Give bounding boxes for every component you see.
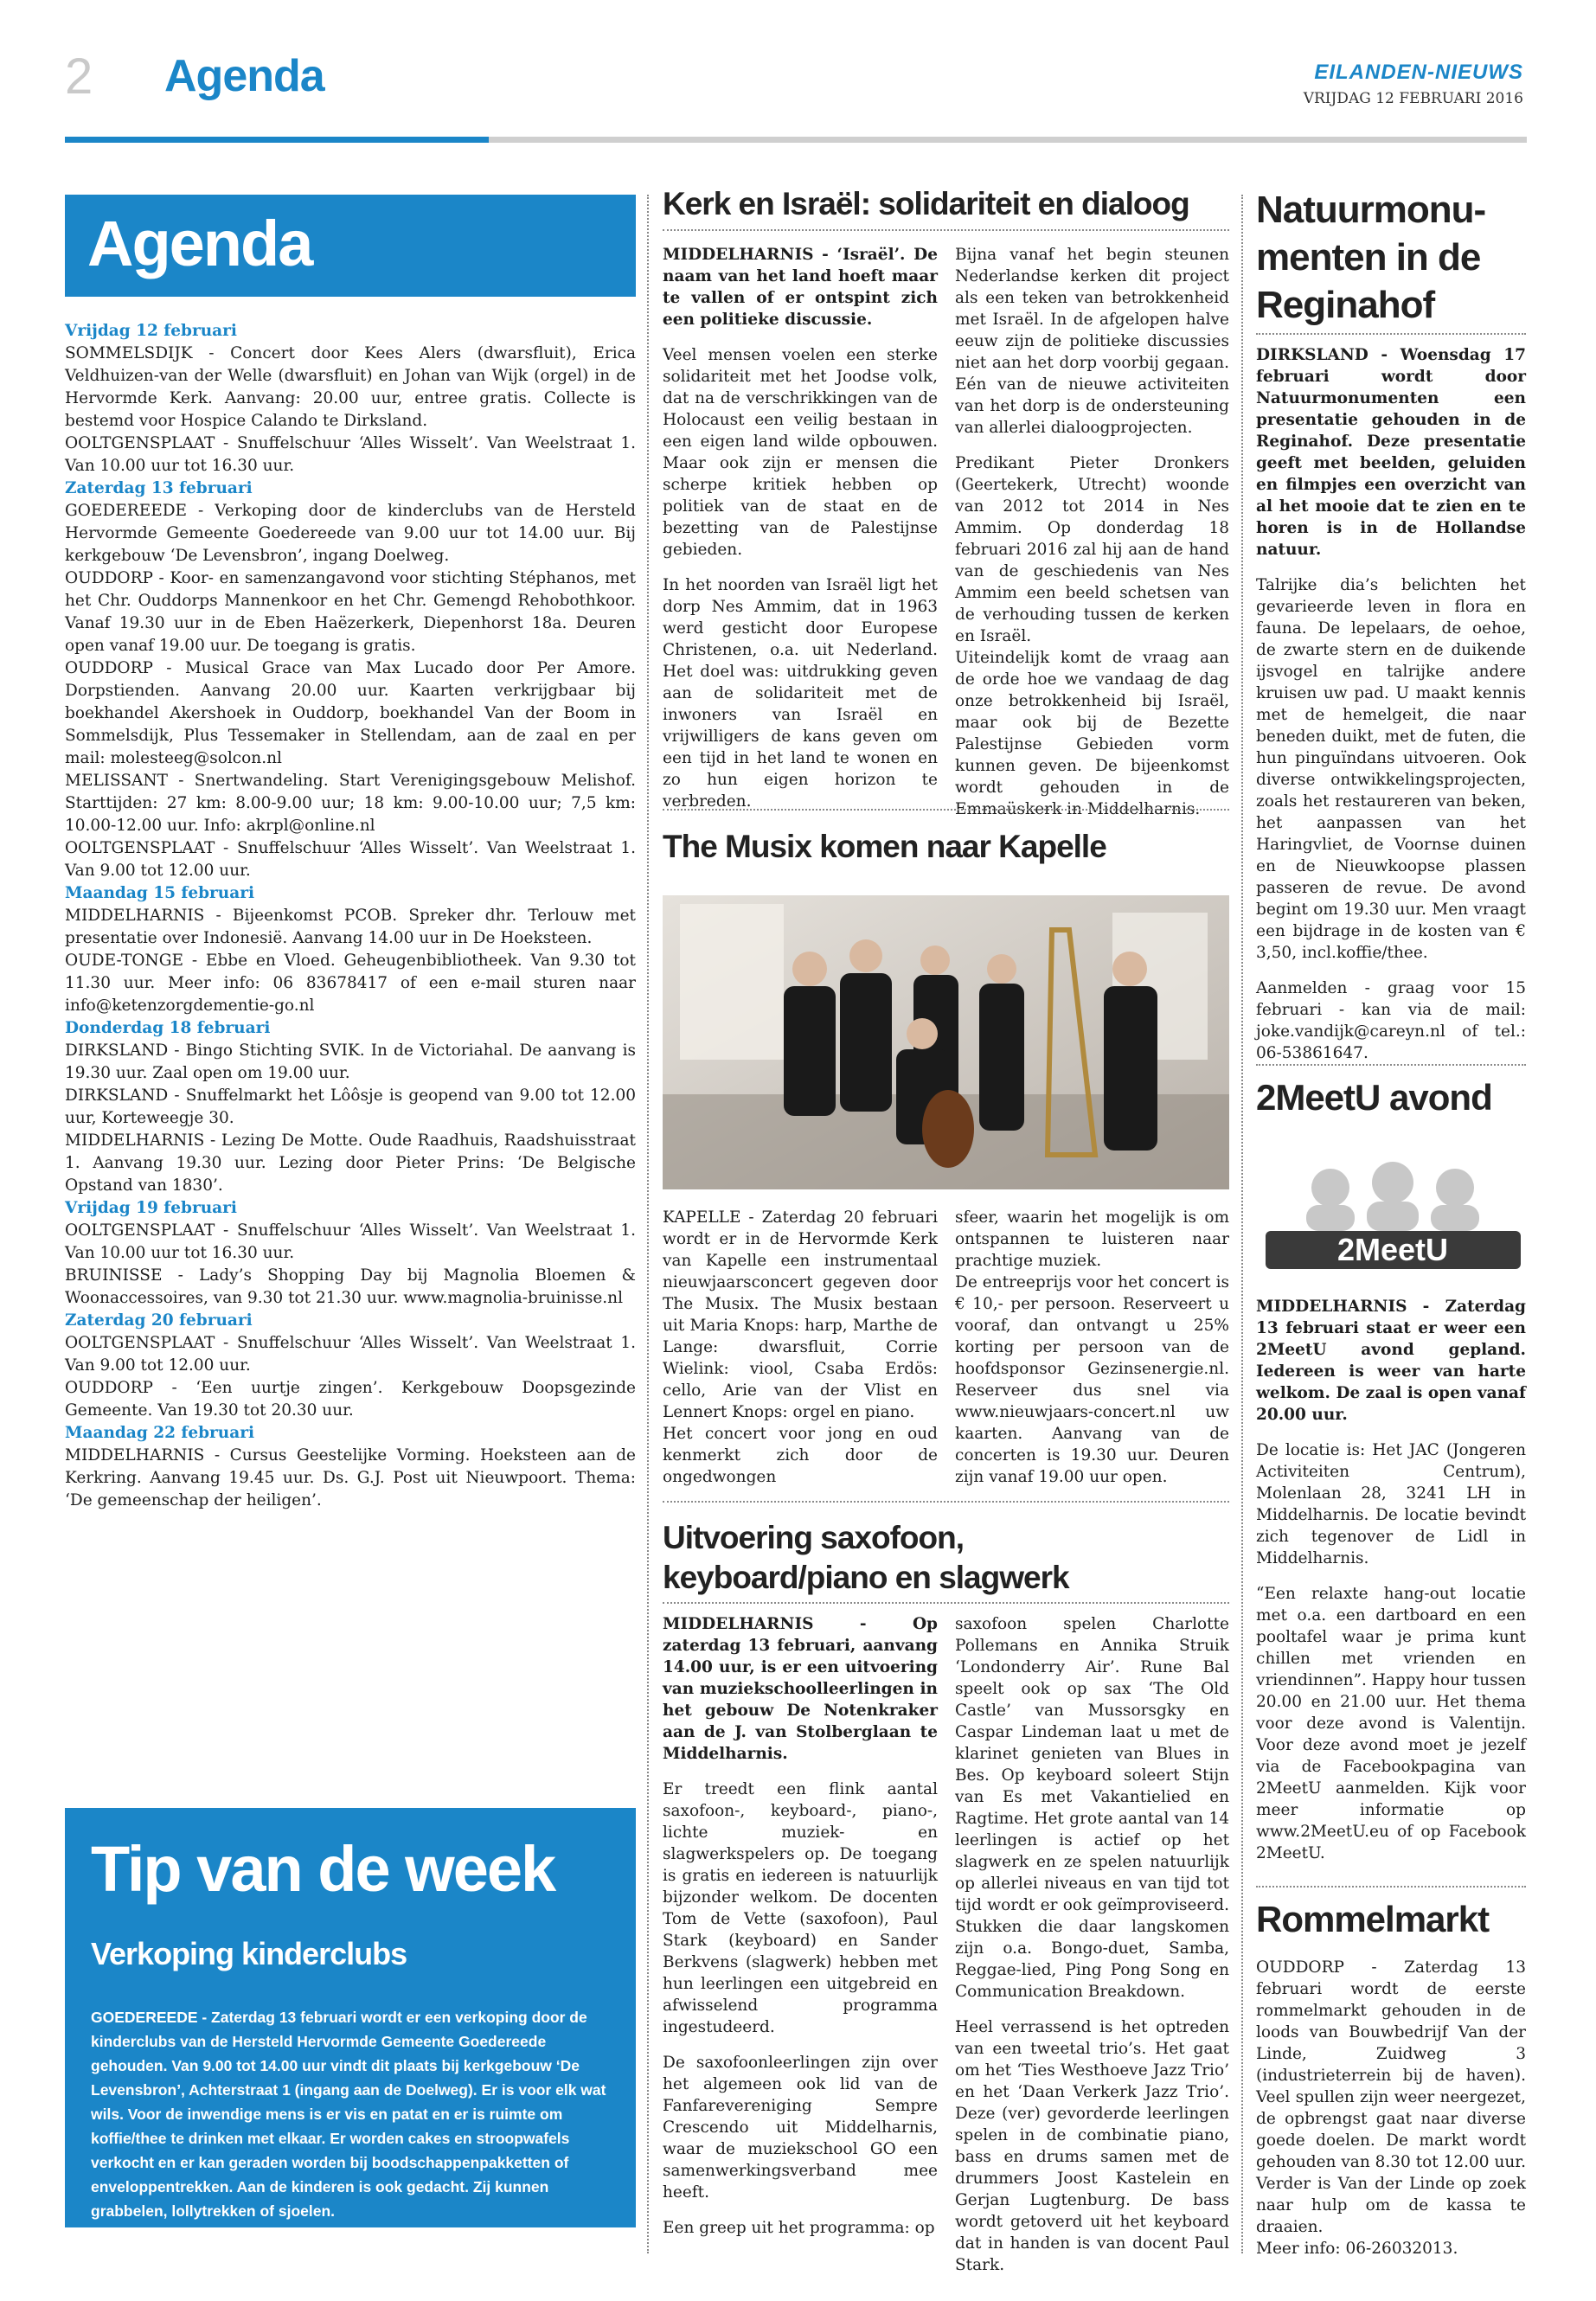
2meetu-logo [1261, 1155, 1525, 1276]
agenda-day [65, 1422, 636, 1512]
header-rule [489, 137, 1527, 143]
agenda-entry: OUDE-TONGE - Ebbe en Vloed. Geheugenbibliotheek. Van 9.30 tot 11.30 uur. Meer info: 06 83678417 of een e-mail sturen naar info@ketenzorgdementie-go.nl [65, 952, 636, 1015]
agenda-entry: BRUINISSE - Lady’s Shopping Day bij Magnolia Bloemen & Woonaccessoires, van 9.30 tot 21.30 uur. www.magnolia-bruinisse.nl [65, 1266, 636, 1307]
agenda-day-date: Vrijdag 19 februari [65, 1199, 237, 1217]
agenda-entry: MELISSANT - Snertwandeling. Start Verenigingsgebouw Melishof. Starttijden: 27 km: 8.00-9.00 uur; 18 km: 9.00-10.00 uur; 7,5 km: 10.00-12.00 uur. Info: akrpl@online.nl [65, 772, 636, 835]
column-divider [1241, 195, 1243, 2253]
agenda-day-date: Zaterdag 13 februari [65, 479, 253, 497]
article-divider [1256, 1886, 1526, 1888]
article-column [955, 1207, 1229, 1488]
agenda-day-date: Maandag 22 februari [65, 1424, 255, 1442]
agenda-day [65, 1197, 636, 1310]
agenda-list [65, 320, 636, 1512]
article-headline: The Musix komen naar Kapelle [663, 829, 1106, 864]
2meetu-logo-text: 2MeetU [1336, 1232, 1449, 1267]
article-paragraph: OUDDORP - Zaterdag 13 februari wordt de eerste rommelmarkt gehouden in de loods van Bouwbedrijf Van der Linde, Zuidweg 3 (industrieterrein bij de haven). Veel spullen zijn weer neergezet, de opbrengst gaat naar diverse goede doelen. De markt wordt gehouden van 8.30 tot 12.00 uur. Verder is Van der Linde op zoek naar hulp om de kassa te draaien. [1256, 1958, 1526, 2236]
musicians-photo [663, 895, 1229, 1189]
agenda-entry: MIDDELHARNIS - Bijeenkomst PCOB. Spreker dhr. Terlouw met presentatie over Indonesië. Aanvang 14.00 uur in De Hoeksteen. [65, 907, 636, 947]
article-divider [1256, 1064, 1526, 1066]
agenda-entry: OOLTGENSPLAAT - Snuffelschuur ‘Alles Wisselt’. Van Weelstraat 1. Van 10.00 uur tot 16.30 uur. [65, 434, 636, 475]
headline-line: menten in de [1256, 236, 1481, 279]
article-paragraph: Het concert voor jong en oud kenmerkt zich door de ongedwongen [663, 1425, 938, 1486]
article-paragraph: Uiteindelijk komt de vraag aan de orde hoe we vandaag de dag onze betrokkenheid bij Israël, maar ook bij de Bezette Palestijnse Gebieden vorm kunnen geven. De bijeenkomst wordt gehouden in de Emmaüskerk in Middelharnis. [955, 649, 1229, 818]
article-headline: 2MeetU avond [1256, 1077, 1492, 1118]
article-paragraph: Predikant Pieter Dronkers (Geertekerk, Utrecht) woonde van 2012 tot 2014 in Nes Ammim. Op donderdag 18 februari 2016 zal hij aan de hand van de geschiedenis van Nes Ammim een beeld schetsen van de verhouding tussen de kerken en Israël. [955, 454, 1229, 645]
article-paragraph: Bijna vanaf het begin steunen Nederlandse kerken dit project als een teken van betrokkenheid met Israël. In de afgelopen halve eeuw zijn de politieke discussies niet aan het dorp voorbij gegaan. Eén van de nieuwe activiteiten van het dorp is de ondersteuning van allerlei dialoogprojecten. [955, 246, 1229, 437]
article-column [955, 1613, 1229, 2276]
agenda-day [65, 882, 636, 1017]
article-paragraph: De saxofoonleerlingen zijn over het algemeen ook lid van de Fanfarevereniging Sempre Crescendo uit Middelharnis, waar de muziekschool GO een samenwerkingsverband mee heeft. [663, 2054, 938, 2202]
article-divider [663, 809, 1229, 811]
article-paragraph: In het noorden van Israël ligt het dorp Nes Ammim, dat in 1963 werd gesticht door Europese Christenen, o.a. uit Nederland. Het doel was: uitdrukking geven aan de solidariteit met de inwoners van Israël en vrijwilligers de kans geven om een tijd in het land te wonen en zo hun eigen horizon te verbreden. [663, 576, 938, 811]
article-headline [1256, 186, 1485, 329]
agenda-entry: OOLTGENSPLAAT - Snuffelschuur ‘Alles Wisselt’. Van Weelstraat 1. Van 10.00 uur tot 16.30 uur. [65, 1221, 636, 1262]
agenda-entry: OUDDORP - Koor- en samenzangavond voor stichting Stéphanos, met het Chr. Ouddorps Mannenkoor en het Chr. Gemengd Rehobothkoor. Vanaf 19.30 uur in de Eben Haëzerkerk, Diepenhorst 18a. Deuren open vanaf 19.00 uur. De toegang is gratis. [65, 569, 636, 655]
headline-line: keyboard/piano en slagwerk [663, 1560, 1069, 1595]
agenda-entry: OUDDORP - ‘Een uurtje zingen’. Kerkgebouw Doopsgezinde Gemeente. Van 19.30 tot 20.30 uur. [65, 1379, 636, 1420]
article-column [1256, 1296, 1526, 1864]
headline-line: Reginahof [1256, 284, 1435, 326]
newspaper-logo: EILANDEN-NIEUWS [1314, 61, 1523, 84]
section-title: Agenda [164, 51, 324, 101]
article-lead: MIDDELHARNIS - Op zaterdag 13 februari, aanvang 14.00 uur, is er een uitvoering van muziekschoolleerlingen in het gebouw De Notenkraker aan de J. van Stolberglaan te Middelharnis. [663, 1615, 938, 1763]
agenda-day [65, 1310, 636, 1422]
agenda-day-date: Maandag 15 februari [65, 884, 255, 902]
tip-text: GOEDEREEDE - Zaterdag 13 februari wordt er een verkoping door de kinderclubs van de Hersteld Hervormde Gemeente Goedereede gehouden. Van 9.00 tot 14.00 uur vindt dit plaats bij kerkgebouw ‘De Levensbron’, Achterstraat 1 (ingang aan de Doelweg). Er is voor elk wat wils. Voor de inwendige mens is er vis en patat en er is ruimte om koffie/thee te drinken met elkaar. Er worden cakes en stroopwafels verkocht en er kan geraden worden bij boodschappenpakketten of enveloppentrekken. Aan de kinderen is ook gedacht. Zij kunnen grabbelen, lollytrekken of sjoelen. [91, 2009, 606, 2220]
headline-rule [1256, 333, 1526, 335]
article-paragraph: Er treedt een flink aantal saxofoon-, keyboard-, piano-, lichte muziek- en slagwerkspelers op. De toegang is gratis en iedereen is natuurlijk bijzonder welkom. De docenten Tom de Vette (saxofoon), Paul Stark (keyboard) en Sander Berkvens (slagwerk) hebben met hun leerlingen een uitgebreid en afwisselend programma ingestudeerd. [663, 1780, 938, 2036]
agenda-title-box [65, 195, 636, 297]
article-column [663, 1207, 938, 1488]
article-paragraph: De entreeprijs voor het concert is € 10,- per persoon. Reserveert u vooraf, dan ontvangt u 25% korting per persoon van de hoofdsponsor Gezinsenergie.nl. Reserveer dus snel via www.nieuwjaars-concert.nl uw kaarten. Aanvang van de concerten is 19.30 uur. Deuren zijn vanaf 19.00 uur open. [955, 1273, 1229, 1486]
article-paragraph: De locatie is: Het JAC (Jongeren Activiteiten Centrum), Molenlaan 28, 3241 LH in Middelharnis. De locatie bevindt zich tegenover de Lidl in Middelharnis. [1256, 1441, 1526, 1567]
agenda-entry: OOLTGENSPLAAT - Snuffelschuur ‘Alles Wisselt’. Van Weelstraat 1. Van 9.00 tot 12.00 uur. [65, 1334, 636, 1375]
agenda-entry: OUDDORP - Musical Grace van Max Lucado door Per Amore. Dorpstienden. Aanvang 20.00 uur. Kaarten verkrijgbaar bij boekhandel Akershoek in Ouddorp, boekhandel Van der Boom in Sommelsdijk, Plus Tessemaker in Stellendam, aan de zaal en per mail: molesteeg@solcon.nl [65, 659, 636, 767]
article-headline: Kerk en Israël: solidariteit en dialoog [663, 186, 1189, 221]
headline-rule [663, 229, 1229, 231]
headline-line: Uitvoering saxofoon, [663, 1520, 964, 1555]
agenda-entry: SOMMELSDIJK - Concert door Kees Alers (dwarsfluit), Erica Veldhuizen-van der Welle (dwarsfluit) en Johan van Wijk (orgel) in de Hervormde Kerk. Aanvang: 20.00 uur, entree gratis. Collecte is bestemd voor Hospice Calando te Dirksland. [65, 344, 636, 430]
article-column [663, 1613, 938, 2239]
tip-subtitle: Verkoping kinderclubs [91, 1936, 407, 1971]
agenda-entry: DIRKSLAND - Snuffelmarkt het Lôôsje is geopend van 9.00 tot 12.00 uur, Korteweegje 30. [65, 1086, 636, 1127]
agenda-day [65, 320, 636, 478]
tip-of-week-box [65, 1808, 636, 2227]
article-paragraph: KAPELLE - Zaterdag 20 februari wordt er in de Hervormde Kerk van Kapelle een instrumentaal nieuwjaarsconcert gegeven door The Musix. The Musix bestaan uit Maria Knops: harp, Marthe de Lange: dwarsfluit, Corrie Wielink: viool, Csaba Erdös: cello, Arie van der Vlist en Lennert Knops: orgel en piano. [663, 1208, 938, 1421]
agenda-title: Agenda [87, 208, 312, 279]
article-paragraph: Veel mensen voelen een sterke solidariteit met het Joodse volk, dat na de verschrikkingen van de Holocaust een veilig bestaan in een eigen land wilde opbouwen. Maar ook zijn er mensen die scherpe kritiek hebben op politiek van de staat en de bezetting van de Palestijnse gebieden. [663, 346, 938, 559]
article-column [955, 244, 1229, 820]
article-paragraph: “Een relaxte hang-out locatie met o.a. een dartboard en een pooltafel waar je prima kunt chillen met vrienden en vriendinnen”. Happy hour tussen 20.00 en 21.00 uur. Het thema voor deze avond is Valentijn. Voor deze avond moet je jezelf via de Facebookpagina van 2MeetU aanmelden. Kijk voor meer informatie op www.2MeetU.eu of op Facebook 2MeetU. [1256, 1585, 1526, 1862]
article-column [663, 244, 938, 812]
page-number: 2 [65, 48, 93, 105]
article-paragraph: Meer info: 06-26032013. [1256, 2240, 1458, 2258]
article-lead: MIDDELHARNIS - ‘Israël’. De naam van het land hoeft maar te vallen of er ontspint zich een politieke discussie. [663, 246, 938, 329]
article-paragraph: Aanmelden - graag voor 15 februari - kan via de mail: joke.vandijk@careyn.nl of tel.: 06-53861647. [1256, 979, 1526, 1062]
article-paragraph: Talrijke dia’s belichten het gevarieerde leven in flora en fauna. De lepelaars, de oehoe, de zwarte stern en de duikende ijsvogel en talrijke andere kruisen uw pad. U maakt kennis met de hemelgeit, die naar beneden duikt, met de futen, die hun pinguïndans uitvoeren. Ook diverse ontwikkelingsprojecten, zoals het restaureren van beken, het aanpassen van het Haringvliet, de Voornse duinen en de Nieuwkoopse plassen passeren de revue. De avond begint om 19.30 uur. Men vraagt een bijdrage in de kosten van € 3,50, incl.koffie/thee. [1256, 576, 1526, 962]
article-divider [663, 1501, 1229, 1503]
article-paragraph: Een greep uit het programma: op [663, 2219, 935, 2237]
tip-title: Tip van de week [91, 1833, 555, 1905]
headline-rule [663, 1602, 1229, 1604]
agenda-entry: OOLTGENSPLAAT - Snuffelschuur ‘Alles Wisselt’. Van Weelstraat 1. Van 9.00 tot 12.00 uur. [65, 839, 636, 880]
article-paragraph: Heel verrassend is het optreden van een tweetal trio’s. Het gaat om het ‘Ties Westhoeve Jazz Trio’ en het ‘Daan Verkerk Jazz Trio’. Deze (ver) gevorderde leerlingen spelen in de combinatie piano, bass en drums samen met de drummers Joost Kastelein en Gerjan Lugtenburg. De bass wordt getoverd uit het keyboard dat in handen is van docent Paul Stark. [955, 2018, 1229, 2274]
agenda-entry: DIRKSLAND - Bingo Stichting SVIK. In de Victoriahal. De aanvang is 19.30 uur. Zaal open om 19.00 uur. [65, 1042, 636, 1082]
article-paragraph: sfeer, waarin het mogelijk is om ontspannen te luisteren naar prachtige muziek. [955, 1208, 1229, 1270]
agenda-day [65, 478, 636, 882]
article-headline: Rommelmarkt [1256, 1899, 1490, 1939]
agenda-entry: MIDDELHARNIS - Lezing De Motte. Oude Raadhuis, Raadshuisstraat 1. Aanvang 19.30 uur. Lezing door Pieter Prins: ‘De Belgische Opstand van 1830’. [65, 1131, 636, 1195]
article-column [1256, 1957, 1526, 2259]
article-paragraph: saxofoon spelen Charlotte Pollemans en Annika Struik ‘Londonderry Air’. Rune Bal speelt ook op sax ‘The Old Castle’ van Mussorsgky en Caspar Lindeman laat u met de klarinet genieten van Blues in Bes. Op keyboard soleert Stijn van Es met Vakantielied en Ragtime. Het grote aantal van 14 leerlingen is actief op het slagwerk en ze spelen natuurlijk op allerlei niveaus en van tijd tot tijd wordt er ook geïmproviseerd. Stukken die daar langskomen zijn o.a. Bongo-duet, Samba, Reggae-lied, Ping Pong Song en Communication Breakdown. [955, 1615, 1229, 2001]
header-rule-accent [65, 137, 489, 143]
issue-date: VRIJDAG 12 FEBRUARI 2016 [1303, 90, 1523, 107]
agenda-day-date: Vrijdag 12 februari [65, 322, 237, 340]
article-lead: MIDDELHARNIS - Zaterdag 13 februari staat er weer een 2MeetU avond gepland. Iedereen is weer van harte welkom. De zaal is open vanaf 20.00 uur. [1256, 1298, 1526, 1424]
agenda-day-date: Donderdag 18 februari [65, 1019, 271, 1037]
agenda-entry: MIDDELHARNIS - Cursus Geestelijke Vorming. Hoeksteen aan de Kerkring. Aanvang 19.45 uur. Ds. G.J. Post uit Nieuwpoort. Thema: ‘De gemeenschap der heiligen’. [65, 1446, 636, 1509]
column-divider [647, 195, 649, 2253]
agenda-day [65, 1017, 636, 1197]
article-headline [663, 1518, 1069, 1598]
headline-line: Natuurmonu- [1256, 189, 1486, 231]
article-column [1256, 344, 1526, 1064]
article-lead: DIRKSLAND - Woensdag 17 februari wordt door Natuurmonumenten een presentatie gehouden in de Reginahof. Deze presentatie geeft met beelden, geluiden en filmpjes een overzicht van al het mooie dat te zien en te horen is in de Hollandse natuur. [1256, 346, 1526, 559]
agenda-entry: GOEDEREEDE - Verkoping door de kinderclubs van de Hersteld Hervormde Gemeente Goedereede van 9.00 uur tot 14.00 uur. Bij kerkgebouw ‘De Levensbron’, ingang Doelweg. [65, 502, 636, 565]
agenda-day-date: Zaterdag 20 februari [65, 1311, 253, 1330]
